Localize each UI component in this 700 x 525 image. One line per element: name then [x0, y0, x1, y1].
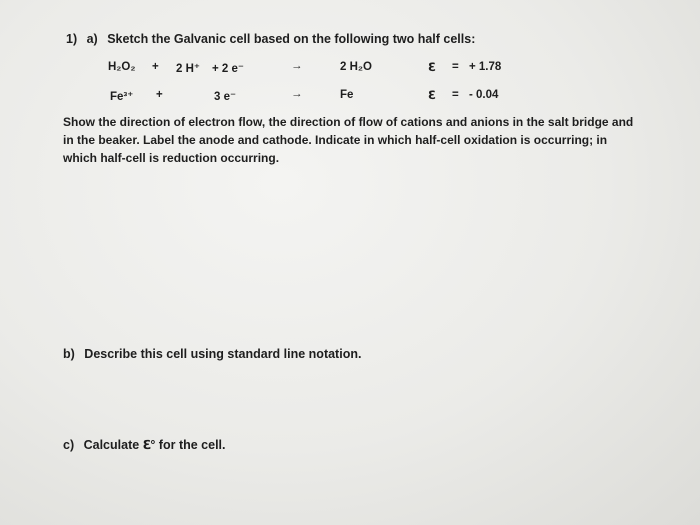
part-a-prompt: Sketch the Galvanic cell based on the following two half cells: [107, 32, 476, 46]
part-b [63, 347, 361, 361]
potential-value: + 1.78 [469, 61, 502, 73]
reactant-electrons: 3 e⁻ [214, 91, 237, 103]
reactant-h2o2: H₂O₂ [108, 61, 136, 73]
product-water: 2 H₂O [340, 61, 372, 73]
bleed-through-text [60, 312, 63, 323]
plus-sign: + [152, 61, 159, 73]
equals-sign: = [452, 61, 459, 73]
part-c-prompt: Calculate ℇ° for the cell. [83, 438, 226, 452]
reaction-arrow: → [291, 88, 303, 100]
part-a-label: a) [86, 32, 98, 46]
potential-value: - 0.04 [469, 89, 499, 101]
reaction-arrow: → [291, 60, 303, 72]
part-c-label: c) [63, 438, 75, 452]
question-number: 1) [66, 32, 78, 46]
instructions-paragraph: Show the direction of electron flow, the direction of flow of cations and anions in the salt bridge and in the beaker. Label the anode and cathode. Indicate in which half-cell oxidation is occurring; in which half-cell is reduction occurring. [63, 115, 634, 165]
equals-sign: = [452, 89, 459, 101]
product-iron: Fe [340, 89, 354, 101]
plus-sign: + [156, 89, 163, 101]
reactant-h-plus: 2 H⁺ [176, 63, 200, 75]
question-header [66, 32, 475, 46]
potential-symbol: ℇ [428, 90, 436, 102]
potential-symbol: ℇ [428, 62, 436, 74]
reactant-fe3: Fe³⁺ [110, 91, 134, 103]
part-c [63, 437, 226, 452]
reactant-electrons: + 2 e⁻ [212, 63, 244, 75]
part-b-label: b) [63, 347, 75, 361]
part-b-prompt: Describe this cell using standard line notation. [84, 347, 362, 361]
